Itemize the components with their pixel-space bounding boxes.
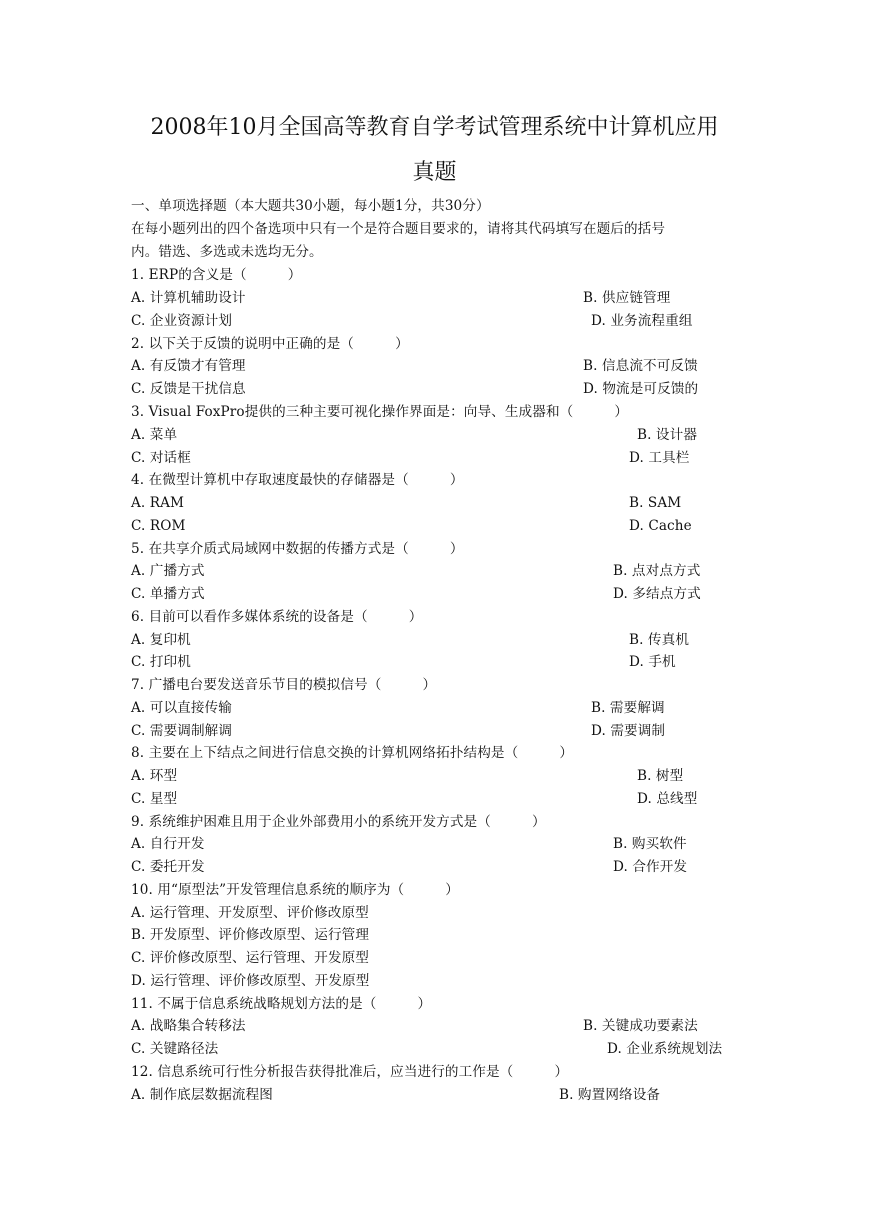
option-b: B. 购买软件 [613,836,687,852]
question-stem: 3. Visual FoxPro提供的三种主要可视化操作界面是：向导、生成器和（ ） [131,404,629,420]
option-d: D. 工具栏 [629,450,690,466]
question-stem: 5. 在共享介质式局域网中数据的传播方式是（ ） [131,541,464,557]
option-d: D. Cache [629,518,692,534]
section-heading: 一、单项选择题（本大题共30小题，每小题1分，共30分） [131,198,490,214]
option-c: C. 反馈是干扰信息 [131,381,246,397]
option-d: D. 合作开发 [613,859,688,875]
option-b: B. 需要解调 [591,700,665,716]
option-d: D. 多结点方式 [613,586,701,602]
option-c: C. 单播方式 [131,586,205,602]
option-c: C. 需要调制解调 [131,723,233,739]
option-d: D. 需要调制 [591,723,666,739]
option-d: D. 物流是可反馈的 [583,381,699,397]
question-stem: 9. 系统维护困难且用于企业外部费用小的系统开发方式是（ ） [131,814,546,830]
option-c: C. 对话框 [131,450,191,466]
option-a: A. 制作底层数据流程图 [131,1087,274,1103]
option-a: A. 计算机辅助设计 [131,290,246,306]
option-c: C. 评价修改原型、运行管理、开发原型 [131,950,369,966]
option-a: A. 广播方式 [131,563,205,579]
option-a: A. 自行开发 [131,836,205,852]
option-b: B. 设计器 [637,427,698,443]
question-stem: 6. 目前可以看作多媒体系统的设备是（ ） [131,609,423,625]
exam-title-continued: 真题 [412,160,457,185]
option-a: A. 战略集合转移法 [131,1018,246,1034]
option-b: B. 供应链管理 [583,290,671,306]
option-b: B. 关键成功要素法 [583,1018,698,1034]
option-d: D. 手机 [629,654,676,670]
option-b: B. 点对点方式 [613,563,701,579]
option-d: D. 企业系统规划法 [607,1041,723,1057]
option-c: C. 打印机 [131,654,191,670]
option-b: B. 信息流不可反馈 [583,358,698,374]
exam-title: 2008年10月全国高等教育自学考试管理系统中计算机应用 [150,115,719,140]
question-stem: 4. 在微型计算机中存取速度最快的存储器是（ ） [131,472,464,488]
option-a: A. 有反馈才有管理 [131,358,246,374]
question-stem: 10. 用“原型法”开发管理信息系统的顺序为（ ） [131,882,460,898]
option-a: A. 复印机 [131,632,191,648]
question-stem: 12. 信息系统可行性分析报告获得批准后，应当进行的工作是（ ） [131,1064,569,1080]
option-c: C. ROM [131,518,186,534]
option-a: A. 环型 [131,768,178,784]
option-c: C. 企业资源计划 [131,313,233,329]
question-stem: 11. 不属于信息系统战略规划方法的是（ ） [131,996,432,1012]
option-c: C. 委托开发 [131,859,205,875]
question-stem: 8. 主要在上下结点之间进行信息交换的计算机网络拓扑结构是（ ） [131,745,574,761]
option-b: B. 开发原型、评价修改原型、运行管理 [131,927,370,943]
option-a: A. 运行管理、开发原型、评价修改原型 [131,905,369,921]
option-c: C. 星型 [131,791,178,807]
instructions: 在每小题列出的四个备选项中只有一个是符合题目要求的，请将其代码填写在题后的括号 [131,221,666,237]
option-d: D. 业务流程重组 [591,313,693,329]
option-a: A. 可以直接传输 [131,700,232,716]
option-c: C. 关键路径法 [131,1041,219,1057]
option-b: B. 树型 [637,768,684,784]
option-b: B. 传真机 [629,632,690,648]
instructions-continued: 内。错选、多选或未选均无分。 [131,244,323,260]
option-a: A. RAM [131,495,185,511]
question-stem: 2. 以下关于反馈的说明中正确的是（ ） [131,336,409,352]
option-b: B. 购置网络设备 [559,1087,661,1103]
option-d: D. 运行管理、评价修改原型、开发原型 [131,973,370,989]
option-b: B. SAM [629,495,682,511]
question-stem: 7. 广播电台要发送音乐节目的模拟信号（ ） [131,677,437,693]
option-a: A. 菜单 [131,427,178,443]
question-stem: 1. ERP的含义是（ ） [131,267,302,283]
option-d: D. 总线型 [637,791,698,807]
